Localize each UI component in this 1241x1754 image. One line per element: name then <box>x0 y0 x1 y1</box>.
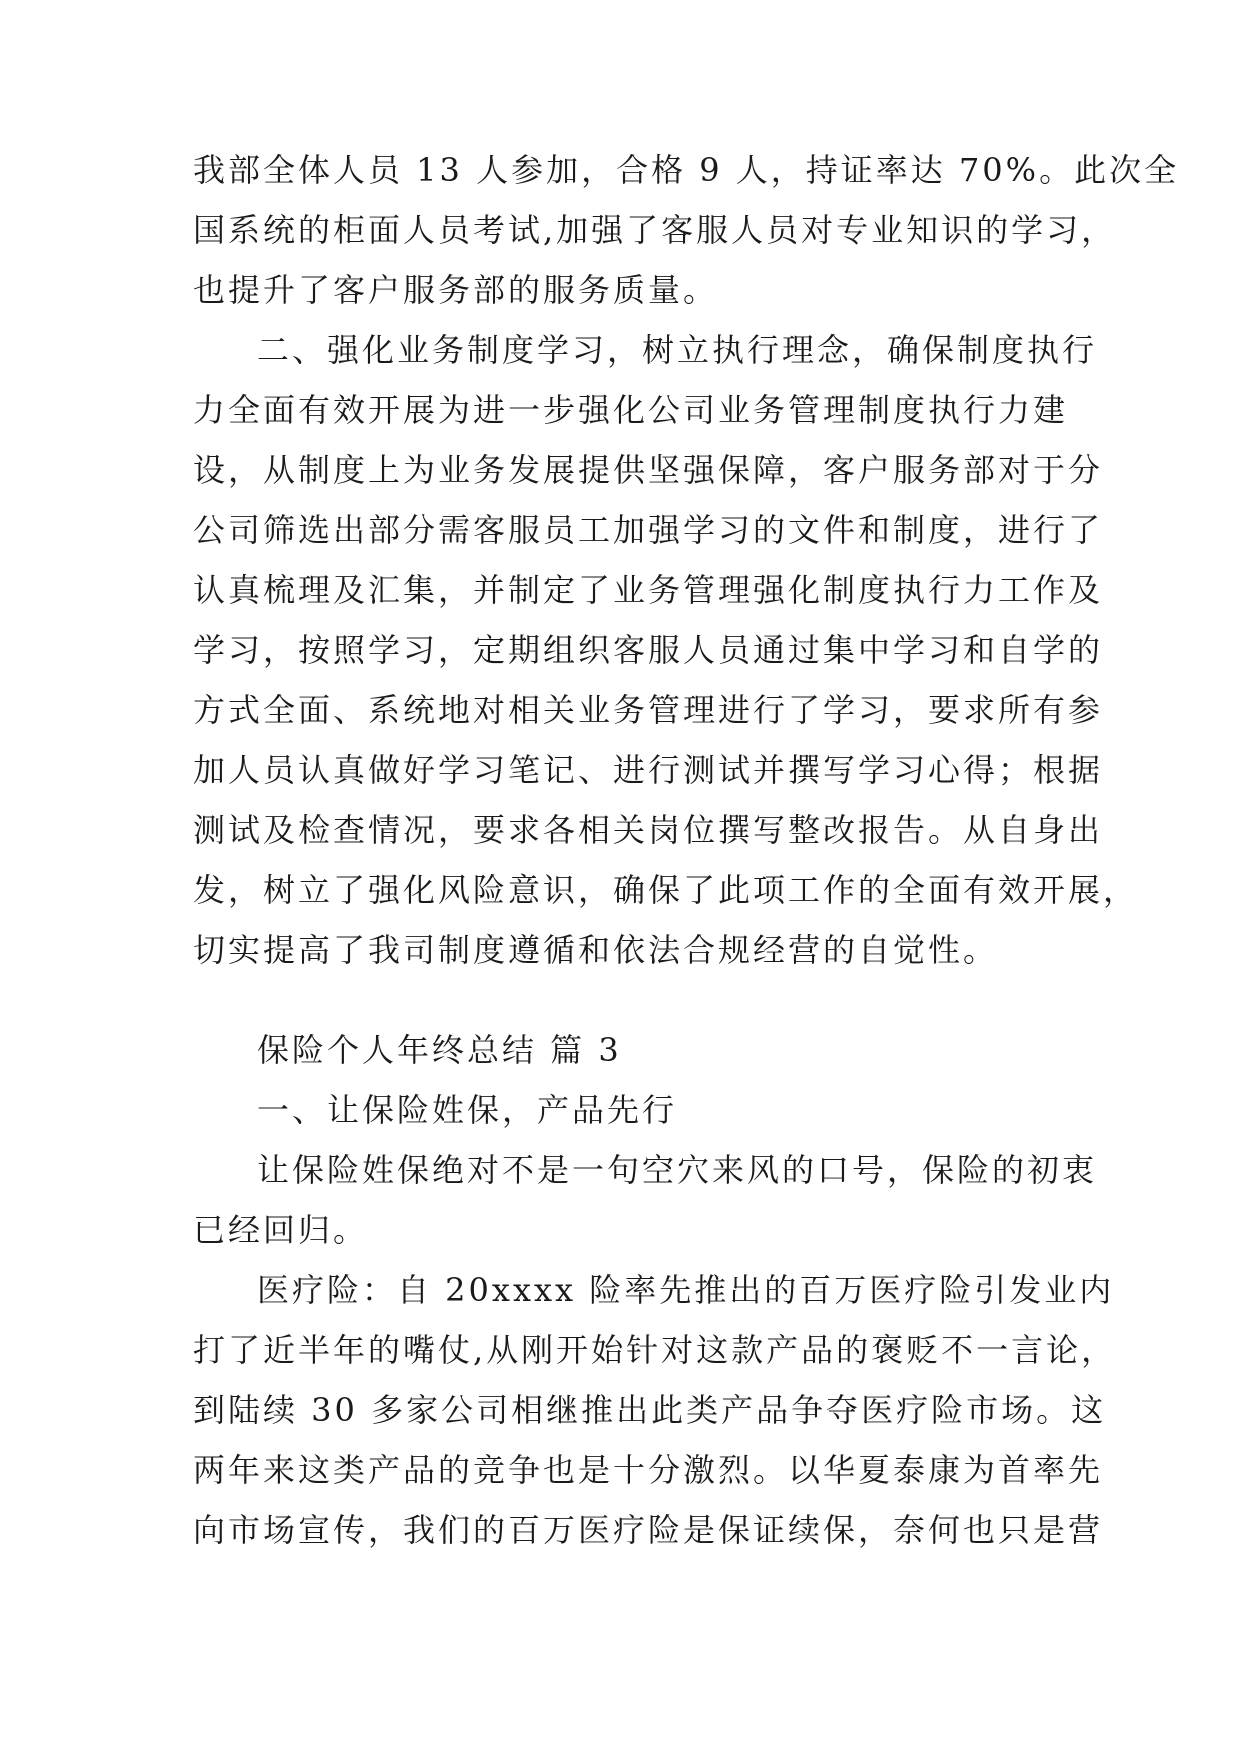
section-heading-line: 二、强化业务制度学习，树立执行理念，确保制度执行 <box>257 331 1098 369</box>
paragraph-line: 两年来这类产品的竞争也是十分激烈。以华夏泰康为首率先 <box>193 1451 1104 1489</box>
paragraph-line: 发，树立了强化风险意识，确保了此项工作的全面有效开展， <box>193 871 1139 909</box>
paragraph-line: 测试及检查情况，要求各相关岗位撰写整改报告。从自身出 <box>193 811 1104 849</box>
paragraph-line: 打了近半年的嘴仗,从刚开始针对这款产品的褒贬不一言论， <box>193 1331 1117 1369</box>
paragraph-line: 认真梳理及汇集，并制定了业务管理强化制度执行力工作及 <box>193 571 1104 609</box>
paragraph-line: 学习，按照学习，定期组织客服人员通过集中学习和自学的 <box>193 631 1104 669</box>
paragraph-line: 让保险姓保绝对不是一句空穴来风的口号，保险的初衷 <box>257 1151 1098 1189</box>
section-heading-line: 一、让保险姓保，产品先行 <box>257 1091 678 1129</box>
paragraph-line: 力全面有效开展为进一步强化公司业务管理制度执行力建 <box>193 391 1069 429</box>
paragraph-line: 向市场宣传，我们的百万医疗险是保证续保，奈何也只是营 <box>193 1511 1104 1549</box>
paragraph-line: 已经回归。 <box>193 1211 369 1249</box>
paragraph-line: 公司筛选出部分需客服员工加强学习的文件和制度，进行了 <box>193 511 1104 549</box>
paragraph-line: 设，从制度上为业务发展提供坚强保障，客户服务部对于分 <box>193 451 1104 489</box>
paragraph-line: 方式全面、系统地对相关业务管理进行了学习，要求所有参 <box>193 691 1104 729</box>
paragraph-line: 国系统的柜面人员考试,加强了客服人员对专业知识的学习， <box>193 211 1117 249</box>
paragraph-line: 切实提高了我司制度遵循和依法合规经营的自觉性。 <box>193 931 999 969</box>
paragraph-line: 到陆续 30 多家公司相继推出此类产品争夺医疗险市场。这 <box>193 1391 1107 1429</box>
paragraph-line: 医疗险：自 20xxxx 险率先推出的百万医疗险引发业内 <box>257 1271 1115 1309</box>
paragraph-line: 也提升了客户服务部的服务质量。 <box>193 271 719 309</box>
article-title: 保险个人年终总结 篇 3 <box>257 1031 622 1069</box>
paragraph-line: 我部全体人员 13 人参加，合格 9 人，持证率达 70%。此次全 <box>193 151 1180 189</box>
paragraph-line: 加人员认真做好学习笔记、进行测试并撰写学习心得；根据 <box>193 751 1104 789</box>
